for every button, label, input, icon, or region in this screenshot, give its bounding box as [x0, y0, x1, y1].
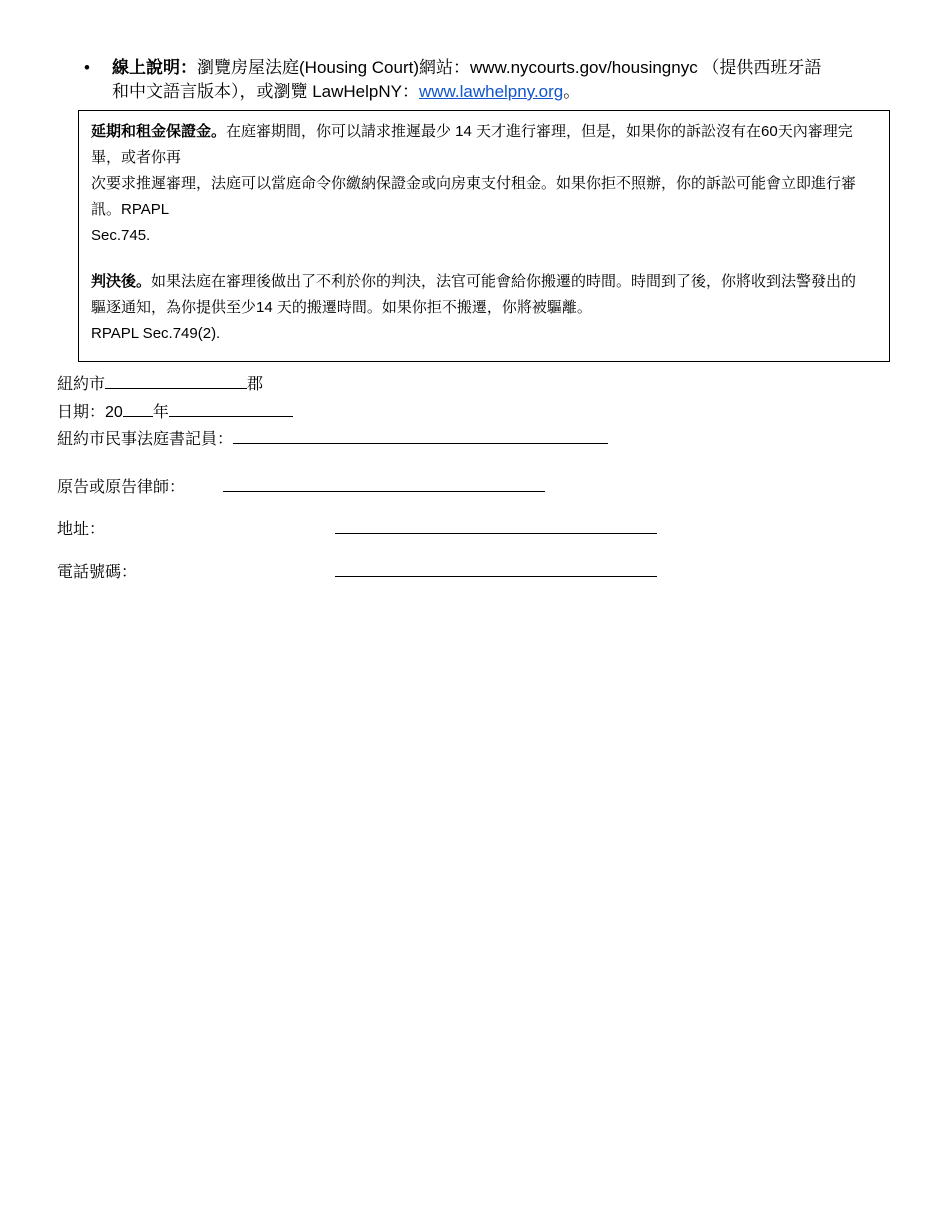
p2-title: 判決後。 [91, 273, 152, 290]
address-line [57, 519, 950, 541]
p1-line: 次要求推遲審理，法庭可以當庭命令你繳納保證金或向房東支付租金。如果你拒不照辦，你的訴訟可能會立即進行審訊。RPAPL [91, 175, 857, 218]
bullet-text-1: 瀏覽房屋法庭(Housing Court)網站：www.nycourts.gov/housingnyc （提供西班牙語 [197, 58, 822, 77]
county-field[interactable] [105, 374, 247, 389]
clerk-line [57, 429, 950, 451]
p2-line: RPAPL Sec.749(2). [91, 325, 221, 342]
date-field[interactable] [169, 402, 293, 417]
bullet-text-2: 和中文語言版本），或瀏覽 LawHelpNY： [112, 82, 419, 101]
clerk-label: 紐約市民事法庭書記員： [57, 431, 234, 448]
p1-line: Sec.745. [91, 227, 151, 244]
online-help-bullet [84, 56, 894, 104]
clerk-field[interactable] [233, 429, 608, 444]
bullet-end: 。 [563, 82, 581, 101]
phone-line [57, 562, 950, 584]
county-prefix: 紐約市 [57, 376, 106, 393]
year-field[interactable] [123, 402, 153, 417]
address-label: 地址： [57, 521, 106, 538]
p2-line: 驅逐通知，為你提供至少14 天的搬遷時間。如果你拒不搬遷，你將被驅離。 [91, 299, 592, 316]
p1-title: 延期和租金保證金。 [91, 123, 227, 140]
plaintiff-field[interactable] [223, 477, 545, 492]
notice-box [78, 110, 890, 362]
phone-label: 電話號碼： [57, 564, 138, 581]
adjournment-paragraph [91, 119, 877, 249]
county-line [57, 374, 950, 396]
after-judgment-paragraph [91, 269, 877, 347]
lawhelpny-link[interactable]: www.lawhelpny.org [419, 82, 564, 101]
date-line [57, 402, 950, 424]
county-suffix: 郡 [247, 376, 264, 393]
address-field[interactable] [335, 519, 657, 534]
bullet-icon: • [84, 58, 90, 77]
bullet-label: 線上說明： [112, 58, 197, 77]
phone-field[interactable] [335, 562, 657, 577]
plaintiff-line [57, 477, 950, 499]
p2-line: 如果法庭在審理後做出了不利於你的判決，法官可能會給你搬遷的時間。時間到了後，你將收到法警發出的 [151, 273, 857, 290]
p1-line: 在庭審期間，你可以請求推遲最少 14 天才進行審理，但是，如果你的訴訟沒有在60天內審理完畢，或者你再 [91, 123, 853, 166]
plaintiff-label: 原告或原告律師： [57, 479, 186, 496]
year-label: 年 [152, 404, 169, 421]
date-label: 日期：20 [57, 404, 123, 421]
